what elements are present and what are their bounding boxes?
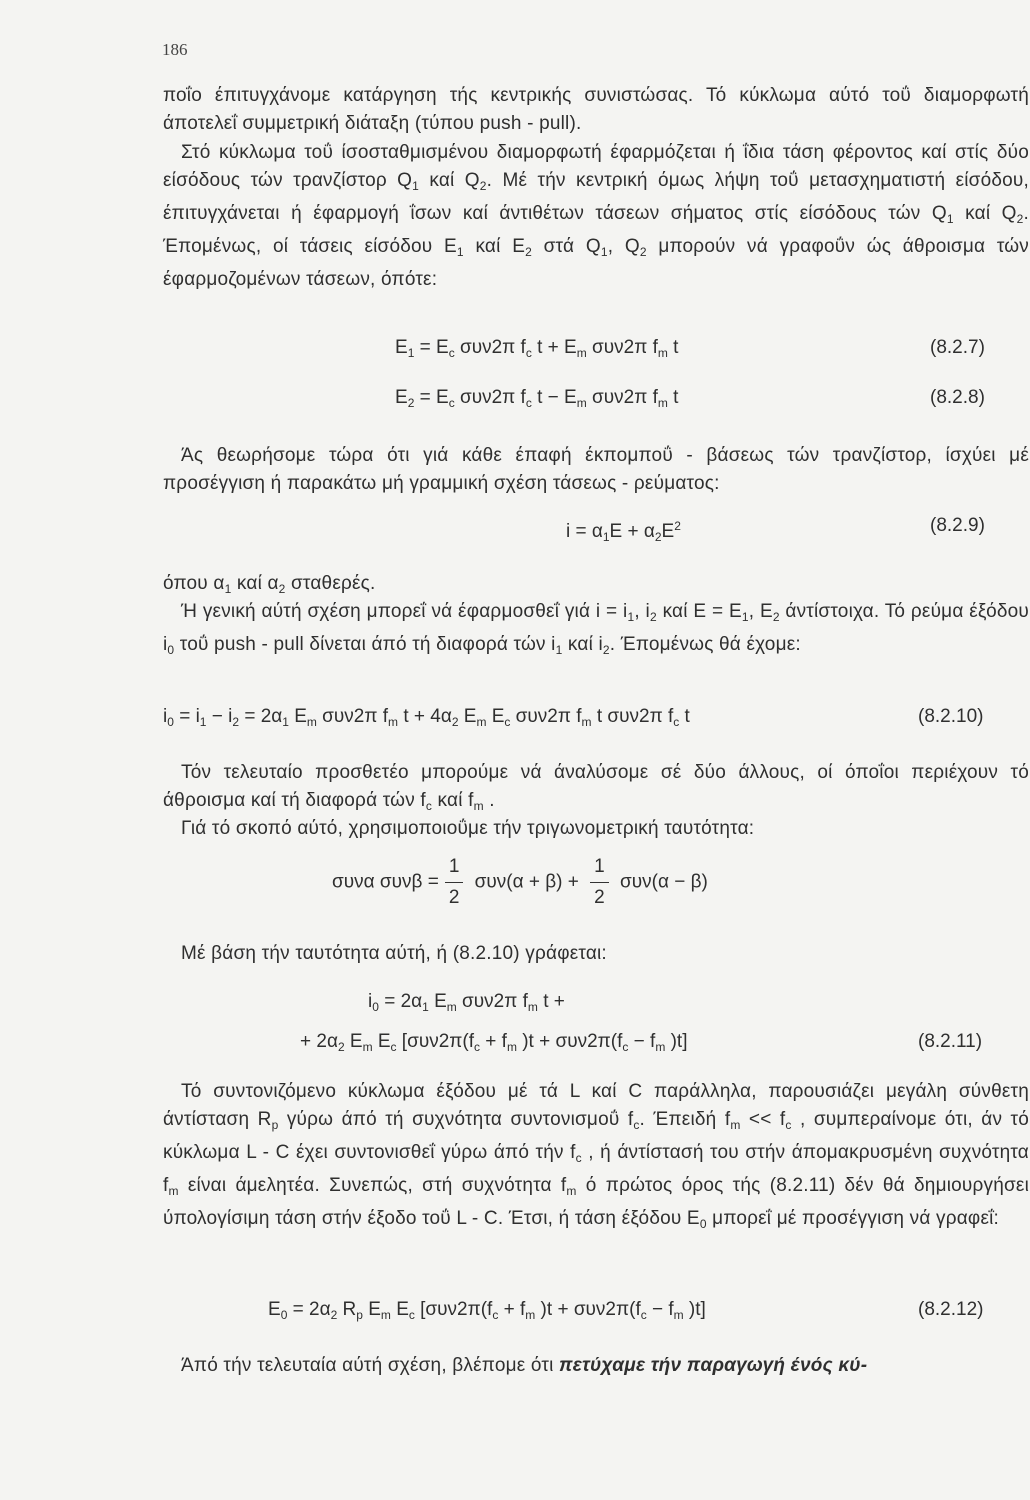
emphasized-text: πετύχαμε τήν παραγωγή ένός κύ- xyxy=(558,1355,868,1376)
fraction-half xyxy=(445,852,464,913)
paragraph-decompose: Τόν τελευταίο προσθετέο μπορούμε νά άναλύσομε σέ δύο άλλους, οί όποΐοι περιέχουν τό άθροισμα καί τή διαφορά τών $f_c$ καί $f_m$ . xyxy=(163,762,1029,813)
text-run: Άς θεωρήσομε τώρα ότι γιά κάθε έπαφή έκπομποΰ - βάσεως τών τρανζίστορ, ίσχύει μέ προσέγγιση ή παρακάτω μή γραμμική σχέση τάσεως - ρεύματος: xyxy=(163,445,1029,494)
equation-8-2-9: $i = \alpha_1E + \alpha_2E^2$ xyxy=(566,519,681,544)
fraction-denominator: 2 xyxy=(590,882,609,913)
identity-left: συνα συνβ = xyxy=(332,871,439,893)
equation-number: (8.2.12) xyxy=(918,1299,984,1320)
text-run: . Έπειδή f xyxy=(639,1109,731,1130)
text-run: , i xyxy=(634,601,650,622)
fraction-numerator: 1 xyxy=(594,856,605,877)
text-run: όπου α xyxy=(163,573,225,594)
identity-right: συν(α − β) xyxy=(614,871,708,893)
identity-mid: συν(α + β) + xyxy=(469,871,585,893)
equation-number: (8.2.9) xyxy=(930,515,985,536)
equation-8-2-11-line1: $i_0 = 2\alpha_1$ $E_m$ συν2π $f_m$ t + xyxy=(368,991,565,1014)
text-run: Στό κύκλωμα τοΰ ίσοσταθμισμένου διαμορφωτή έφαρμόζεται ή ΐδια τάση φέροντος καί στίς δύο είσόδους τών τρανζίστορ Q xyxy=(163,142,1029,191)
text-run: καί Ε xyxy=(463,236,526,257)
text-run: καί α xyxy=(231,573,279,594)
equation-number: (8.2.11) xyxy=(918,1031,983,1052)
text-run: καί Ε = Ε xyxy=(656,601,742,622)
paragraph-balanced-modulator: Στό κύκλωμα τοΰ ίσοσταθμισμένου διαμορφωτή έφαρμόζεται ή ΐδια τάση φέροντος καί στίς δύο είσόδους τών τρανζίστορ $Q_1$ καί $Q_2$. Μέ τήν κεντρική όμως λήψη τοΰ μετασχηματιστή είσόδου, έπιτυγχάνεται ή έφαρμογή ΐσων καί άντιθέτων τάσεων σήματος στίς είσόδους τών $Q_1$ καί $Q_2$. Έπομένως, οί τάσεις είσόδου $E_1$ καί $E_2$ στά $Q_1$, $Q_2$ μπορούν νά γραφοΰν ώς άθροισμα τών έφαρμοζομένων τάσεων, όπότε: xyxy=(163,142,1030,290)
paragraph-constants: όπου $\alpha_1$ καί $\alpha_2$ σταθερές. xyxy=(163,573,376,596)
fraction-half xyxy=(590,852,609,913)
text-run: . Έπομένως, οί τάσεις είσόδου Ε xyxy=(163,203,1029,257)
text-run: Άπό τήν τελευταία αύτή σχέση, βλέπομε ότι xyxy=(181,1355,559,1376)
text-run: Τό συντονιζόμενο κύκλωμα έξόδου μέ τά L καί C παράλληλα, παρουσιάζει μεγάλη σύνθετη άντίσταση R xyxy=(163,1081,1029,1130)
equation-8-2-7: $E_1 = E_c$ συν2π $f_c$ $t + E_m$ συν2π $f_m$ t xyxy=(395,337,679,360)
text-run: γύρω άπό τή συχνότητα συντονισμοΰ f xyxy=(278,1109,634,1130)
paragraph-rewrite xyxy=(163,940,1029,968)
equation-8-2-10: $i_0 = i_1 - i_2 = 2\alpha_1$ $E_m$ συν2π $f_m$ $t + 4\alpha_2$ $E_m$ $E_c$ συν2π $f_m$ t συν2π $f_c$ t xyxy=(163,706,690,729)
paragraph-nonlinear xyxy=(163,442,1029,498)
paragraph-output-current: Ή γενική αύτή σχέση μπορεΐ νά έφαρμοσθεΐ γιά $i = i_1$, $i_2$ καί $E = E_1$, $E_2$ άντίστοιχα. Τό ρεύμα έξόδου $i_0$ τοΰ push - pull δίνεται άπό τή διαφορά τών $i_1$ καί $i_2$. Έπομένως θά έχομε: xyxy=(163,601,1029,657)
fraction-denominator: 2 xyxy=(445,882,464,913)
paragraph-intro xyxy=(163,82,1029,138)
paragraph-identity-intro xyxy=(163,815,1029,843)
text-run: Γιά τό σκοπό αύτό, χρησιμοποιοΰμε τήν τριγωνομετρική ταυτότητα: xyxy=(181,818,755,839)
text-run: καί Q xyxy=(419,170,480,191)
equation-8-2-11-line2: + $2\alpha_2$ $E_m$ $E_c$ [$\sigma\upsilon\nu 2\pi(f_c + f_m$ )$t + \sigma\upsilon\nu 2\pi(f_c - f_m$ )t] xyxy=(300,1031,688,1054)
text-run: καί Q xyxy=(953,203,1017,224)
text-run: , ή άντίστασή του στήν άπομακρυσμένη συχνότητα f xyxy=(163,1142,1029,1196)
text-run: Ή γενική αύτή σχέση μπορεΐ νά έφαρμοσθεΐ γιά i = i xyxy=(181,601,628,622)
text-run: Τόν τελευταίο προσθετέο μπορούμε νά άναλύσομε σέ δύο άλλους, οί όποΐοι περιέχουν τό άθροισμα καί τή διαφορά τών f xyxy=(163,762,1029,811)
text-run: είναι άμελητέα. Συνεπώς, στή συχνότητα f xyxy=(178,1175,567,1196)
text-run: μπορεΐ μέ προσέγγιση νά γραφεΐ: xyxy=(706,1208,1000,1229)
equation-8-2-12: $E_0 = 2\alpha_2$ $R_p$ $E_m$ $E_c$ [$\sigma\upsilon\nu 2\pi(f_c + f_m$ )$t + \sigma\upsilon\nu 2\pi(f_c - f_m$ )t] xyxy=(268,1299,706,1322)
text-run: << f xyxy=(740,1109,786,1130)
fraction-numerator: 1 xyxy=(448,856,460,877)
text-run: . Μέ τήν κεντρική όμως λήψη τοΰ μετασχηματιστή είσόδου, έπιτυγχάνεται ή έφαρμογή ΐσων καί άντιθέτων τάσεων σήματος στίς είσόδους τών Q xyxy=(163,170,1029,224)
text-run: σταθερές. xyxy=(285,573,376,594)
text-run: καί i xyxy=(562,634,603,655)
text-run: . Έπομένως θά έχομε: xyxy=(609,634,801,655)
text-run: , Q xyxy=(607,236,640,257)
text-run: στά Q xyxy=(531,236,601,257)
equation-number: (8.2.7) xyxy=(930,337,985,358)
text-run: Μέ βάση τήν ταυτότητα αύτή, ή (8.2.10) γράφεται: xyxy=(181,943,607,964)
text-run: . xyxy=(483,790,495,811)
trig-identity xyxy=(332,852,708,913)
equation-number: (8.2.8) xyxy=(930,387,985,408)
equation-8-2-8: $E_2 = E_c$ συν2π $f_c$ $t - E_m$ συν2π $f_m$ t xyxy=(395,387,679,410)
paragraph-tuned-circuit: Τό συντονιζόμενο κύκλωμα έξόδου μέ τά L καί C παράλληλα, παρουσιάζει μεγάλη σύνθετη άντίσταση $R_p$ γύρω άπό τή συχνότητα συντονισμοΰ $f_c$. Έπειδή $f_m << f_c$ , συμπεραίνομε ότι, άν τό κύκλωμα L - C έχει συντονισθεΐ γύρω άπό τήν $f_c$ , ή άντίστασή του στήν άπομακρυσμένη συχνότητα $f_m$ είναι άμελητέα. Συνεπώς, στή συχνότητα $f_m$ ό πρώτος όρος τής (8.2.11) δέν θά δημιουργήσει ύπολογίσιμη τάση στήν έξοδο τοΰ L - C. Έτσι, ή τάση έξόδου $E_0$ μπορεΐ μέ προσέγγιση νά γραφεΐ: xyxy=(163,1081,1030,1231)
text-run: τοΰ push - pull δίνεται άπό τή διαφορά τών i xyxy=(174,634,556,655)
paragraph-conclusion xyxy=(163,1352,1029,1380)
equation-number: (8.2.10) xyxy=(918,706,984,727)
text-run: καί f xyxy=(432,790,474,811)
text-run: , συμπεραίνομε ότι, άν τό κύκλωμα L - C έχει συντονισθεΐ γύρω άπό τήν f xyxy=(163,1109,1030,1163)
text-run: άντίστοιχα. Τό ρεύμα έξόδου i xyxy=(163,601,1029,655)
text-run: ό πρώτος όρος τής (8.2.11) δέν θά δημιουργήσει ύπολογίσιμη τάση στήν έξοδο τοΰ L - C. Έτσι, ή τάση έξόδου Ε xyxy=(163,1175,1029,1229)
text-run: , Ε xyxy=(748,601,773,622)
paragraph-text: ποΐο έπιτυγχάνομε κατάργηση τής κεντρικής συνιστώσας. Τό κύκλωμα αύτό τοΰ διαμορφωτή άποτελεΐ συμμετρική διάταξη (τύπου push - pull). xyxy=(163,85,1029,134)
text-run: μπορούν νά γραφοΰν ώς άθροισμα τών έφαρμοζομένων τάσεων, όπότε: xyxy=(163,236,1030,290)
page-number: 186 xyxy=(162,40,188,59)
